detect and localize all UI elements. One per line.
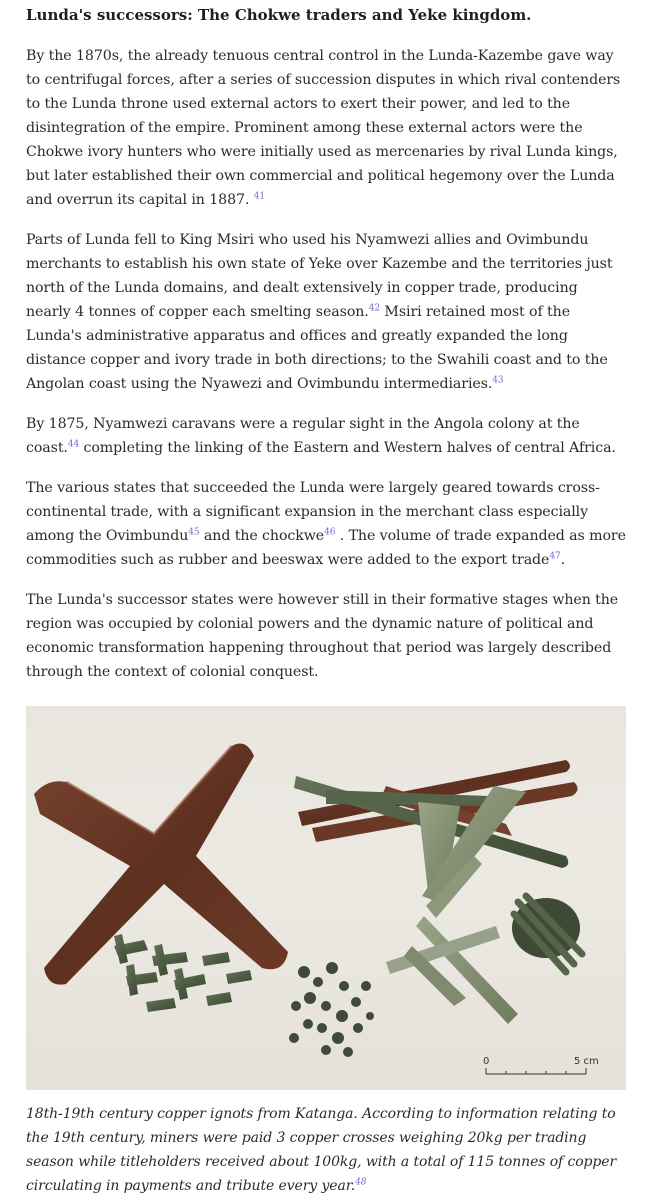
- figure-caption: [26, 1102, 626, 1198]
- figure-caption-text: 18th-19th century copper ignots from Katanga. According to information relating to the 19th century, miners were paid 3 copper crosses weighing 20kg per trading season while titleholders received about 100kg, with a total of 115 tonnes of copper circulating in payments and tribute every year.: [26, 1106, 617, 1194]
- paragraph-4-text-d: .: [560, 552, 566, 568]
- scale-start-label: 0: [483, 1056, 490, 1067]
- paragraph-2: [26, 228, 626, 396]
- paragraph-4: [26, 476, 626, 572]
- paragraph-3-text-b: completing the linking of the Eastern and Western halves of central Africa.: [79, 440, 616, 456]
- scale-bar: [483, 1056, 599, 1074]
- paragraph-5-text: The Lunda's successor states were however still in their formative stages when the region was occupied by colonial powers and the dynamic nature of political and economic transformation happening throughout that period was largely described through the context of colonial conquest.: [26, 592, 619, 680]
- paragraph-4-text-c: . The volume of trade expanded as more commodities such as rubber and beeswax were added to the export trade: [26, 528, 626, 568]
- section-heading: Lunda's successors: The Chokwe traders and Yeke kingdom.: [26, 6, 532, 24]
- tiny-crosses-center: [289, 962, 374, 1057]
- paragraph-4-text-b: and the chockwe: [199, 528, 325, 544]
- footnote-ref-44[interactable]: 44: [67, 439, 80, 450]
- copper-ingots-photo: [26, 706, 626, 1090]
- paragraph-2-text-b: Msiri retained most of the Lunda's administrative apparatus and offices and greatly expanded the long distance copper and ivory trade in both directions; to the Swahili coast and to the Angolan coast using the Nyawezi and Ovimbundu intermediaries.: [26, 304, 608, 392]
- paragraph-4-text-a: The various states that succeeded the Lunda were largely geared towards cross-continental trade, with a significant expansion in the merchant class especially among the Ovimbundu: [26, 480, 600, 544]
- footnote-ref-42[interactable]: 42: [368, 303, 380, 314]
- copper-ingots-illustration: [26, 706, 626, 1090]
- paragraph-2-text-a: Parts of Lunda fell to King Msiri who used his Nyamwezi allies and Ovimbundu merchants to establish his own state of Yeke over Kazembe and the territories just north of the Lunda domains, and dealt extensively in copper trade, producing nearly 4 tonnes of copper each smelting season.: [26, 232, 613, 320]
- paragraph-3: [26, 412, 626, 460]
- stacked-ingots: [512, 896, 582, 972]
- footnote-ref-45[interactable]: 45: [188, 527, 200, 538]
- small-crosses-left: [114, 934, 252, 1012]
- footnote-ref-47[interactable]: 47: [549, 551, 561, 562]
- footnote-ref-43[interactable]: 43: [492, 375, 504, 386]
- footnote-ref-46[interactable]: 46: [324, 527, 336, 538]
- footnote-ref-48[interactable]: 48: [355, 1177, 367, 1188]
- footnote-ref-41[interactable]: 41: [253, 191, 266, 202]
- scale-end-label: 5 cm: [574, 1056, 599, 1067]
- paragraph-3-text-a: By 1875, Nyamwezi caravans were a regular sight in the Angola colony at the coast.: [26, 416, 580, 456]
- paragraph-1: [26, 44, 626, 212]
- paragraph-5: [26, 588, 626, 684]
- paragraph-1-text: By the 1870s, the already tenuous central control in the Lunda-Kazembe gave way to centrifugal forces, after a series of succession disputes in which rival contenders to the Lunda throne used external actors to exert their power, and led to the disintegration of the empire. Prominent among these external actors were the Chokwe ivory hunters who were initially used as mercenaries by rival Lunda kings, but later established their own commercial and political hegemony over the Lunda and overrun its capital in 1887.: [26, 48, 621, 208]
